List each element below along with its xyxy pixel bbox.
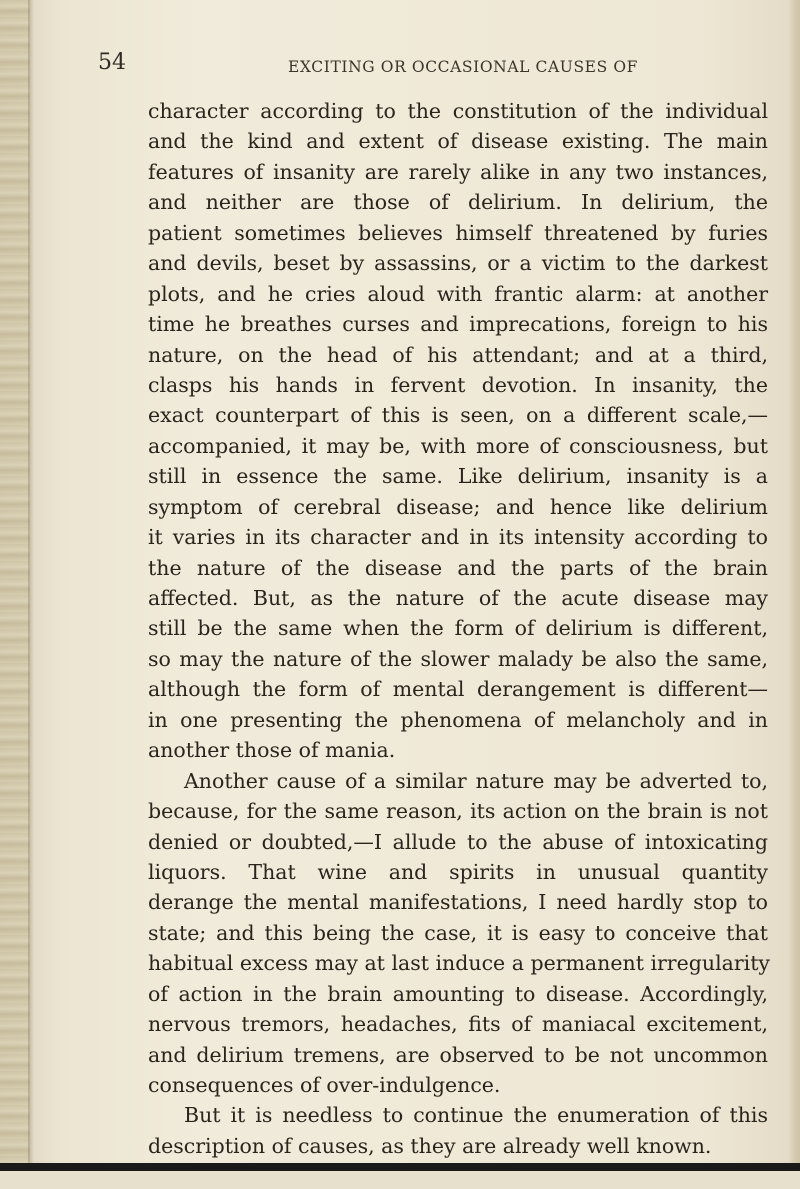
- text-line: symptom of cerebral disease; and hence like delirium: [148, 494, 768, 519]
- text-line: and delirium tremens, are observed to be not uncommon: [148, 1042, 768, 1067]
- text-line: features of insanity are rarely alike in any two instances,: [148, 159, 768, 184]
- book-binding-edge: [0, 0, 30, 1189]
- page-number: 54: [98, 50, 126, 75]
- text-line: and the kind and extent of disease existing. The main: [148, 129, 768, 154]
- text-line: it varies in its character and in its intensity according to: [148, 525, 768, 550]
- text-line: affected. But, as the nature of the acute disease may: [148, 586, 768, 610]
- text-line: state; and this being the case, it is easy to conceive that: [148, 920, 768, 945]
- text-line: in one presenting the phenomena of melancholy and in: [148, 707, 768, 732]
- text-line: still be the same when the form of delirium is different,: [148, 616, 768, 641]
- bottom-edge-rule: [0, 1163, 800, 1171]
- running-head: EXCITING OR OCCASIONAL CAUSES OF: [288, 58, 638, 76]
- text-line: consequences of over-indulgence.: [148, 1073, 501, 1097]
- text-line: patient sometimes believes himself threatened by furies: [148, 220, 768, 245]
- text-line: denied or doubted,—I allude to the abuse of intoxicating: [148, 829, 768, 854]
- text-line: nervous tremors, headaches, fits of maniacal excitement,: [148, 1012, 768, 1037]
- body-text: [148, 96, 771, 1161]
- text-line: character according to the constitution of the individual: [148, 99, 768, 123]
- text-line: clasps his hands in fervent devotion. In insanity, the: [148, 372, 768, 397]
- paragraph-start-line: Another cause of a similar nature may be adverted to,: [184, 768, 768, 793]
- text-line: nature, on the head of his attendant; and at a third,: [148, 342, 768, 367]
- text-line: the nature of the disease and the parts of the brain: [148, 555, 768, 580]
- text-line: derange the mental manifestations, I need hardly stop to: [148, 890, 768, 915]
- text-line: plots, and he cries aloud with frantic alarm: at another: [148, 281, 768, 306]
- text-line: and neither are those of delirium. In delirium, the: [148, 190, 768, 215]
- text-line: and devils, beset by assassins, or a victim to the darkest: [148, 251, 768, 276]
- page-header: [98, 50, 738, 84]
- paragraph-start-line: But it is needless to continue the enumeration of this: [184, 1103, 768, 1128]
- text-line: time he breathes curses and imprecations, foreign to his: [148, 312, 768, 337]
- binding-shadow: [28, 0, 34, 1189]
- text-line: of action in the brain amounting to disease. Accordingly,: [148, 981, 768, 1006]
- text-line: description of causes, as they are already well known.: [148, 1133, 712, 1158]
- text-line: although the form of mental derangement is different—: [148, 677, 768, 702]
- page-right-edge: [788, 0, 800, 1189]
- text-line: accompanied, it may be, with more of consciousness, but: [148, 433, 768, 458]
- text-line: still in essence the same. Like delirium, insanity is a: [148, 464, 768, 489]
- text-line: another those of mania.: [148, 738, 396, 763]
- text-line: habitual excess may at last induce a permanent irregularity: [148, 951, 771, 976]
- text-line: because, for the same reason, its action on the brain is not: [148, 799, 768, 824]
- text-line: exact counterpart of this is seen, on a different scale,—: [148, 403, 768, 428]
- text-line: so may the nature of the slower malady be also the same,: [148, 646, 768, 671]
- bottom-margin: [0, 1171, 800, 1189]
- text-line: liquors. That wine and spirits in unusual quantity: [148, 859, 768, 884]
